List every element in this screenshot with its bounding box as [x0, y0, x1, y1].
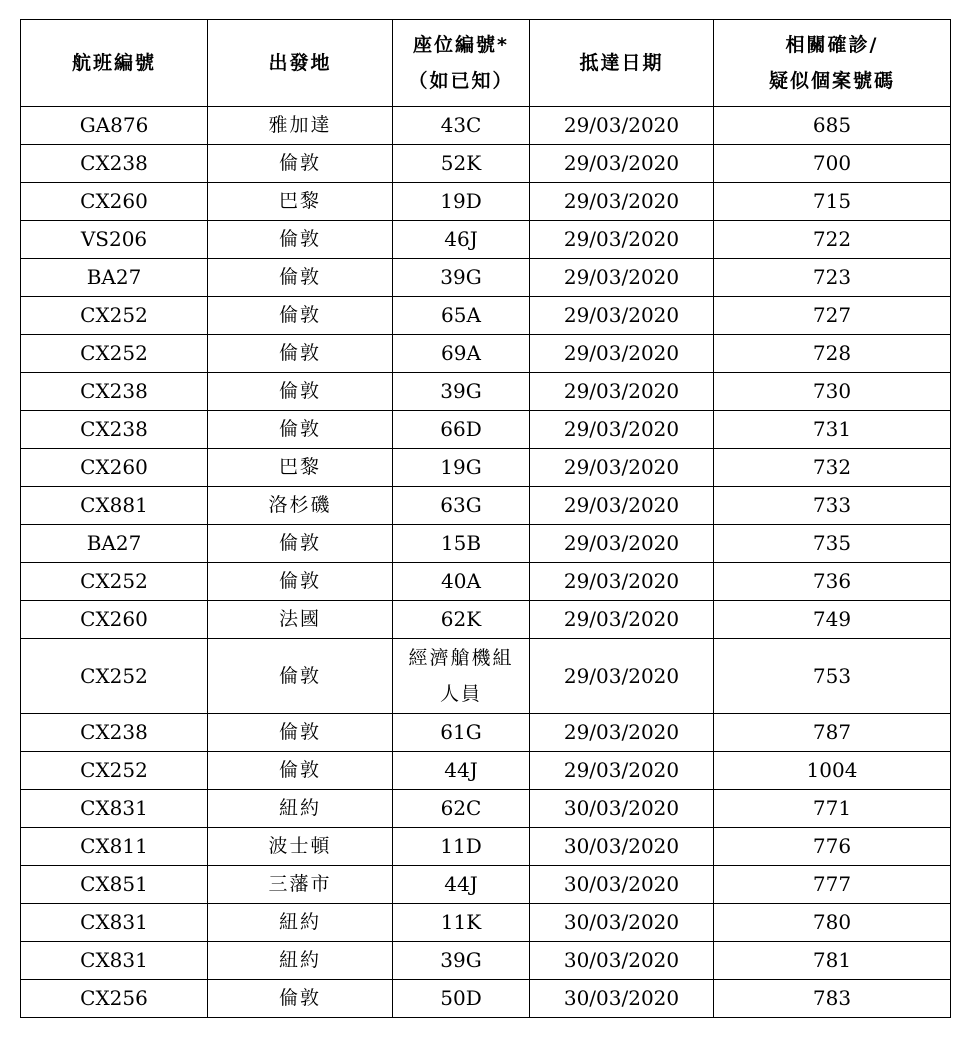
- table-row: [21, 601, 951, 639]
- case-number-cell: 787: [714, 714, 951, 752]
- origin-cell: 倫敦: [208, 297, 393, 335]
- header-line: 疑似個案號碼: [768, 70, 895, 92]
- seat-number-cell: 39G: [393, 942, 530, 980]
- arrival-date-cell: 29/03/2020: [530, 449, 714, 487]
- seat-number-cell: 44J: [393, 752, 530, 790]
- header-line: 航班編號: [71, 52, 156, 74]
- case-number-cell: 753: [714, 639, 951, 714]
- table-row: [21, 449, 951, 487]
- table-row: [21, 942, 951, 980]
- flight-number-cell: CX831: [21, 904, 208, 942]
- table-header-row: [21, 20, 951, 107]
- origin-cell: 紐約: [208, 942, 393, 980]
- header-line: 出發地: [268, 52, 332, 74]
- table-row: [21, 107, 951, 145]
- table-row: [21, 335, 951, 373]
- header-line: 座位編號*: [413, 34, 509, 56]
- header-arrival-date: [530, 20, 714, 107]
- seat-number-cell: [393, 639, 530, 714]
- case-number-cell: 723: [714, 259, 951, 297]
- header-seat-number: [393, 20, 530, 107]
- table-row: [21, 714, 951, 752]
- arrival-date-cell: 29/03/2020: [530, 487, 714, 525]
- case-number-cell: 685: [714, 107, 951, 145]
- table-row: [21, 828, 951, 866]
- origin-cell: 倫敦: [208, 145, 393, 183]
- flight-number-cell: CX260: [21, 183, 208, 221]
- arrival-date-cell: 30/03/2020: [530, 980, 714, 1018]
- arrival-date-cell: 29/03/2020: [530, 601, 714, 639]
- table-row: [21, 183, 951, 221]
- seat-number-cell: 15B: [393, 525, 530, 563]
- origin-cell: 波士頓: [208, 828, 393, 866]
- header-line: 相關確診/: [785, 34, 879, 56]
- origin-cell: 巴黎: [208, 449, 393, 487]
- arrival-date-cell: 29/03/2020: [530, 183, 714, 221]
- flight-case-table: [20, 19, 951, 1018]
- seat-number-cell: 44J: [393, 866, 530, 904]
- seat-number-cell: 61G: [393, 714, 530, 752]
- flight-number-cell: CX256: [21, 980, 208, 1018]
- header-flight-number: [21, 20, 208, 107]
- case-number-cell: 1004: [714, 752, 951, 790]
- header-case-number: [714, 20, 951, 107]
- table-row: [21, 525, 951, 563]
- flight-number-cell: CX260: [21, 449, 208, 487]
- case-number-cell: 733: [714, 487, 951, 525]
- flight-number-cell: CX252: [21, 335, 208, 373]
- header-line: （如已知）: [408, 70, 514, 92]
- header-origin: [208, 20, 393, 107]
- flight-number-cell: CX252: [21, 752, 208, 790]
- case-number-cell: 771: [714, 790, 951, 828]
- case-number-cell: 727: [714, 297, 951, 335]
- seat-number-cell: 11D: [393, 828, 530, 866]
- seat-number-cell: 40A: [393, 563, 530, 601]
- origin-cell: 巴黎: [208, 183, 393, 221]
- case-number-cell: 722: [714, 221, 951, 259]
- origin-cell: 三藩市: [208, 866, 393, 904]
- origin-cell: 紐約: [208, 904, 393, 942]
- case-number-cell: 777: [714, 866, 951, 904]
- origin-cell: 雅加達: [208, 107, 393, 145]
- origin-cell: 倫敦: [208, 980, 393, 1018]
- table-row: [21, 563, 951, 601]
- seat-number-cell: 62C: [393, 790, 530, 828]
- origin-cell: 倫敦: [208, 525, 393, 563]
- seat-number-cell: 43C: [393, 107, 530, 145]
- case-number-cell: 749: [714, 601, 951, 639]
- flight-number-cell: CX252: [21, 563, 208, 601]
- origin-cell: 倫敦: [208, 259, 393, 297]
- arrival-date-cell: 30/03/2020: [530, 790, 714, 828]
- arrival-date-cell: 29/03/2020: [530, 145, 714, 183]
- flight-number-cell: CX252: [21, 639, 208, 714]
- table-body: [21, 107, 951, 1018]
- table-row: [21, 790, 951, 828]
- origin-cell: 倫敦: [208, 714, 393, 752]
- flight-number-cell: CX238: [21, 373, 208, 411]
- case-number-cell: 736: [714, 563, 951, 601]
- flight-number-cell: CX851: [21, 866, 208, 904]
- flight-number-cell: CX831: [21, 942, 208, 980]
- flight-number-cell: CX881: [21, 487, 208, 525]
- origin-cell: 倫敦: [208, 335, 393, 373]
- table-row: [21, 259, 951, 297]
- flight-number-cell: CX260: [21, 601, 208, 639]
- table-row: [21, 980, 951, 1018]
- arrival-date-cell: 29/03/2020: [530, 107, 714, 145]
- flight-number-cell: GA876: [21, 107, 208, 145]
- seat-line: 經濟艙機組: [408, 647, 514, 669]
- seat-number-cell: 52K: [393, 145, 530, 183]
- arrival-date-cell: 29/03/2020: [530, 525, 714, 563]
- origin-cell: 倫敦: [208, 411, 393, 449]
- seat-number-cell: 46J: [393, 221, 530, 259]
- flight-number-cell: CX831: [21, 790, 208, 828]
- table-row: [21, 752, 951, 790]
- table-row: [21, 411, 951, 449]
- arrival-date-cell: 29/03/2020: [530, 335, 714, 373]
- seat-number-cell: 11K: [393, 904, 530, 942]
- arrival-date-cell: 30/03/2020: [530, 828, 714, 866]
- arrival-date-cell: 29/03/2020: [530, 411, 714, 449]
- flight-number-cell: CX252: [21, 297, 208, 335]
- seat-number-cell: 19D: [393, 183, 530, 221]
- case-number-cell: 783: [714, 980, 951, 1018]
- case-number-cell: 732: [714, 449, 951, 487]
- seat-number-cell: 62K: [393, 601, 530, 639]
- seat-number-cell: 63G: [393, 487, 530, 525]
- case-number-cell: 780: [714, 904, 951, 942]
- flight-number-cell: CX238: [21, 145, 208, 183]
- case-number-cell: 730: [714, 373, 951, 411]
- table-row: [21, 639, 951, 714]
- arrival-date-cell: 29/03/2020: [530, 714, 714, 752]
- arrival-date-cell: 29/03/2020: [530, 221, 714, 259]
- arrival-date-cell: 29/03/2020: [530, 297, 714, 335]
- flight-number-cell: BA27: [21, 525, 208, 563]
- table-row: [21, 221, 951, 259]
- flight-number-cell: BA27: [21, 259, 208, 297]
- seat-number-cell: 19G: [393, 449, 530, 487]
- arrival-date-cell: 30/03/2020: [530, 942, 714, 980]
- origin-cell: 倫敦: [208, 563, 393, 601]
- table-row: [21, 904, 951, 942]
- seat-line: 人員: [439, 683, 482, 705]
- seat-number-cell: 39G: [393, 259, 530, 297]
- case-number-cell: 735: [714, 525, 951, 563]
- table-row: [21, 373, 951, 411]
- case-number-cell: 728: [714, 335, 951, 373]
- table-row: [21, 297, 951, 335]
- flight-number-cell: VS206: [21, 221, 208, 259]
- seat-number-cell: 65A: [393, 297, 530, 335]
- flight-number-cell: CX811: [21, 828, 208, 866]
- origin-cell: 倫敦: [208, 221, 393, 259]
- origin-cell: 法國: [208, 601, 393, 639]
- arrival-date-cell: 29/03/2020: [530, 639, 714, 714]
- table-row: [21, 487, 951, 525]
- seat-number-cell: 66D: [393, 411, 530, 449]
- case-number-cell: 731: [714, 411, 951, 449]
- table-row: [21, 866, 951, 904]
- arrival-date-cell: 30/03/2020: [530, 866, 714, 904]
- flight-number-cell: CX238: [21, 714, 208, 752]
- case-number-cell: 715: [714, 183, 951, 221]
- table-row: [21, 145, 951, 183]
- arrival-date-cell: 29/03/2020: [530, 259, 714, 297]
- seat-number-cell: 39G: [393, 373, 530, 411]
- origin-cell: 洛杉磯: [208, 487, 393, 525]
- case-number-cell: 781: [714, 942, 951, 980]
- seat-number-cell: 50D: [393, 980, 530, 1018]
- arrival-date-cell: 29/03/2020: [530, 563, 714, 601]
- header-line: 抵達日期: [579, 52, 664, 74]
- case-number-cell: 776: [714, 828, 951, 866]
- origin-cell: 倫敦: [208, 639, 393, 714]
- flight-number-cell: CX238: [21, 411, 208, 449]
- origin-cell: 倫敦: [208, 373, 393, 411]
- seat-number-cell: 69A: [393, 335, 530, 373]
- origin-cell: 倫敦: [208, 752, 393, 790]
- case-number-cell: 700: [714, 145, 951, 183]
- arrival-date-cell: 30/03/2020: [530, 904, 714, 942]
- arrival-date-cell: 29/03/2020: [530, 752, 714, 790]
- arrival-date-cell: 29/03/2020: [530, 373, 714, 411]
- origin-cell: 紐約: [208, 790, 393, 828]
